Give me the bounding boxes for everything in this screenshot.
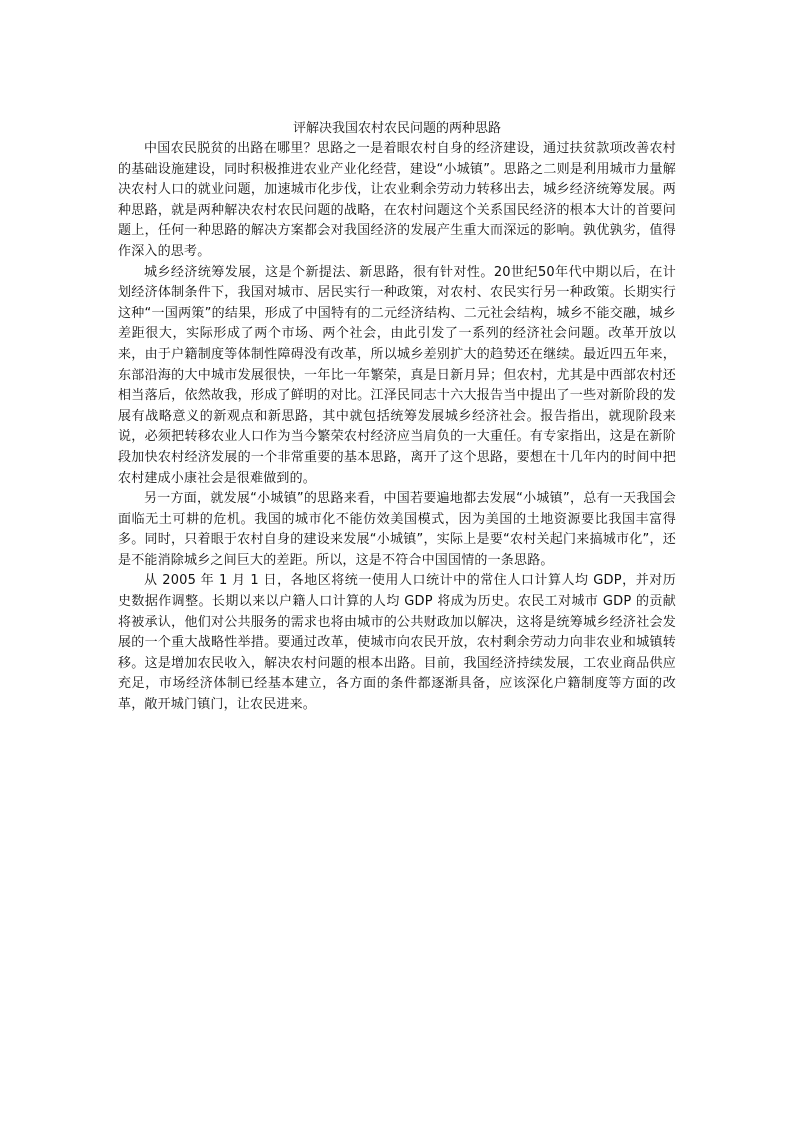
paragraph-1: 中国农民脱贫的出路在哪里？思路之一是着眼农村自身的经济建设，通过扶贫款项改善农村的基础设施建设，同时积极推进农业产业化经营，建设“小城镇”。思路之二则是利用城市力量解决农村人口的就业问题，加速城市化步伐，让农业剩余劳动力转移出去，城乡经济统筹发展。两种思路，就是两种解决农村农民问题的战略，在农村问题这个关系国民经济的根本大计的首要问题上，任何一种思路的解决方案都会对我国经济的发展产生重大而深远的影响。孰优孰劣，值得作深入的思考。 xyxy=(118,141,676,259)
paragraph-3: 另一方面，就发展“小城镇”的思路来看，中国若要遍地都去发展“小城镇”，总有一天我国会面临无土可耕的危机。我国的城市化不能仿效美国模式，因为美国的土地资源要比我国丰富得多。同时，只着眼于农村自身的建设来发展“小城镇”，实际上是要“农村关起门来搞城市化”，还是不能消除城乡之间巨大的差距。所以，这是不符合中国国情的一条思路。 xyxy=(118,491,676,568)
paragraph-2: 城乡经济统筹发展，这是个新提法、新思路，很有针对性。20世纪50年代中期以后，在计划经济体制条件下，我国对城市、居民实行一种政策，对农村、农民实行另一种政策。长期实行这种“一国两策”的结果，形成了中国特有的二元经济结构、二元社会结构，城乡不能交融，城乡差距很大，实际形成了两个市场、两个社会，由此引发了一系列的经济社会问题。改革开放以来，由于户籍制度等体制性障碍没有改革，所以城乡差别扩大的趋势还在继续。最近四五年来，东部沿海的大中城市发展很快，一年比一年繁荣，真是日新月异；但农村，尤其是中西部农村还相当落后，依然故我，形成了鲜明的对比。江泽民同志十六大报告当中提出了一些对新阶段的发展有战略意义的新观点和新思路，其中就包括统筹发展城乡经济社会。报告指出，就现阶段来说，必须把转移农业人口作为当今繁荣农村经济应当肩负的一大重任。有专家指出，这是在新阶段加快农村经济发展的一个非常重要的基本思路，离开了这个思路，要想在十几年内的时间中把农村建成小康社会是很难做到的。 xyxy=(118,264,676,486)
document-title: 评解决我国农村农民问题的两种思路 xyxy=(292,121,501,136)
paragraph-4: 从 2005 年 1 月 1 日，各地区将统一使用人口统计中的常住人口计算人均 GDP，并对历史数据作调整。长期以来以户籍人口计算的人均 GDP 将成为历史。农民工对城市 GDP 的贡献将被承认，他们对公共服务的需求也将由城市的公共财政加以解决，这将是统筹城乡经济社会发展的一个重大战略性举措。要通过改革，使城市向农民开放，农村剩余劳动力向非农业和城镇转移。这是增加农民收入，解决农村问题的根本出路。目前，我国经济持续发展，工农业商品供应充足，市场经济体制已经基本建立，各方面的条件都逐渐具备，应该深化户籍制度等方面的改革，敞开城门镇门，让农民进来。 xyxy=(118,573,676,713)
document-page xyxy=(118,118,676,716)
